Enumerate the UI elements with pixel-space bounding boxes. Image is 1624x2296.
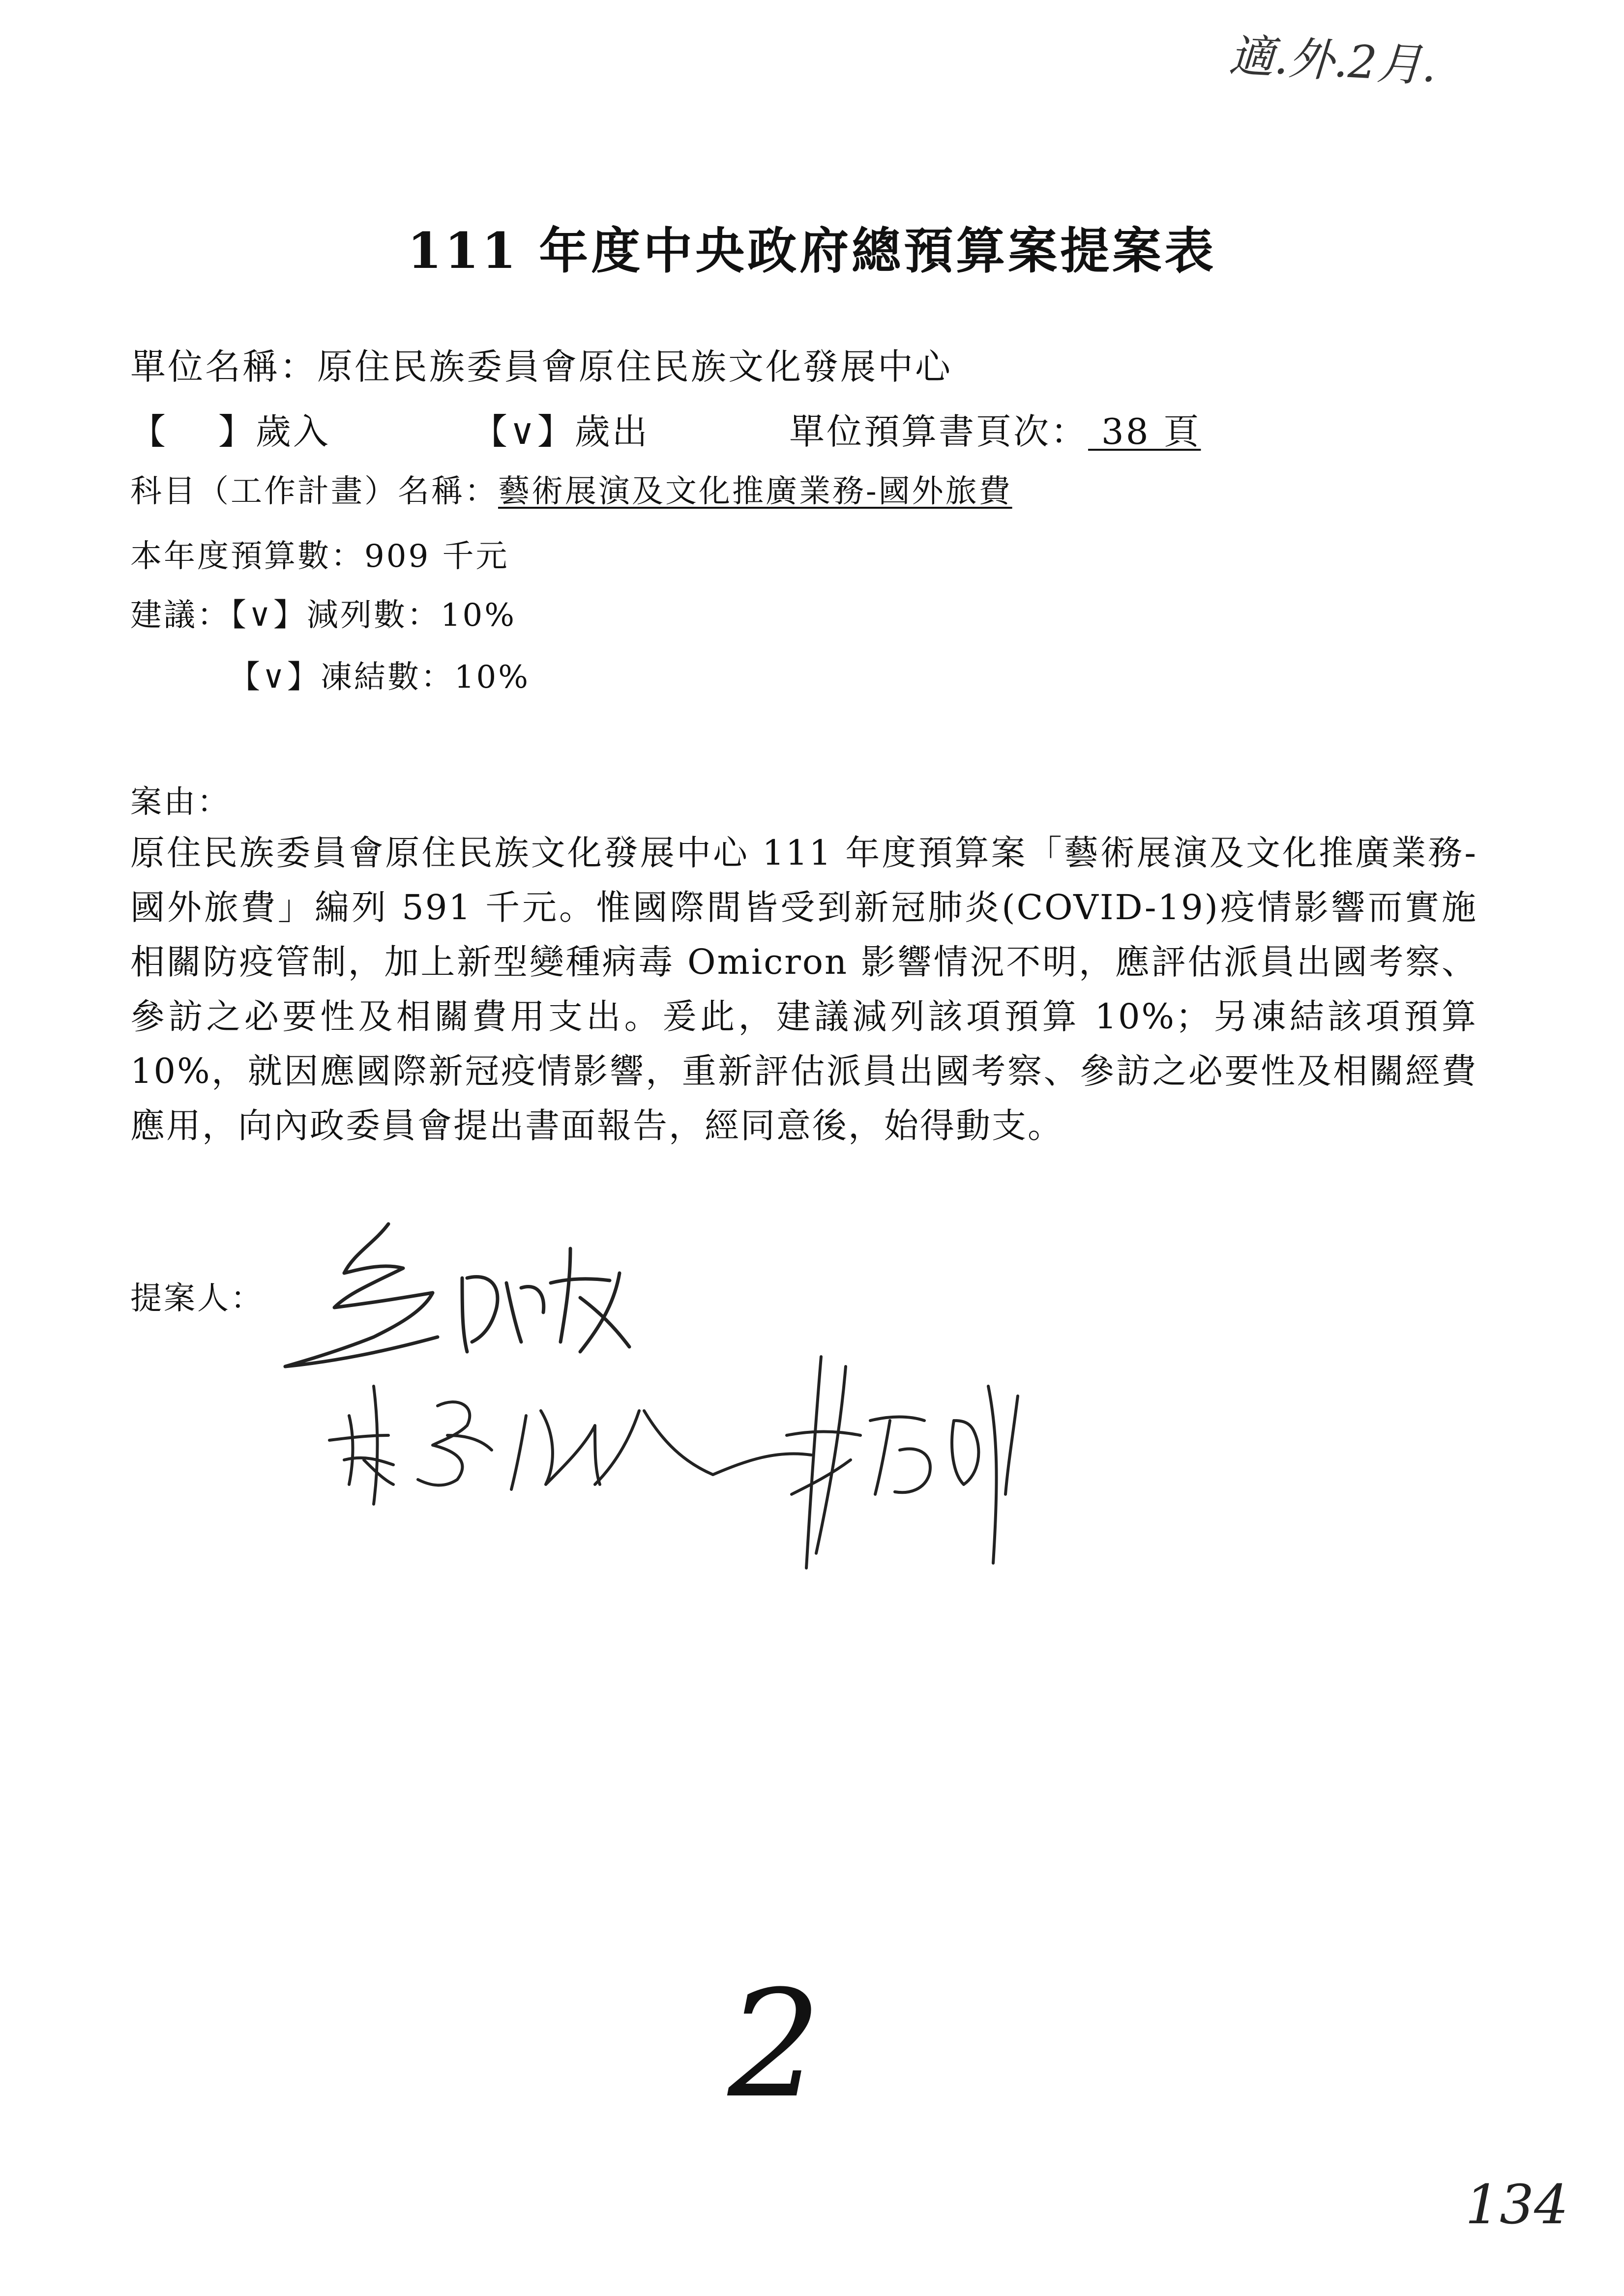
sequence-number: 2 [728, 1959, 822, 2130]
freeze-option: 【∨】凍結數：10% [229, 659, 531, 696]
budget-page-row [789, 403, 1201, 454]
reason-text: 原住民族委員會原住民族文化發展中心 111 年度預算案「藝術展演及文化推廣業務-國外旅費」編列 591 千元。惟國際間皆受到新冠肺炎(COVID-19)疫情影響而實施相關防疫管制，加上新型變種病毒 Omicron 影響情況不明，應評估派員出國考察、參訪之必要性及相關費用支出。爰此，建議減列該項預算 10%；另凍結該項預算 10%，就因應國際新冠疫情影響，重新評估派員出國考察、參訪之必要性及相關經費應用，向內政委員會提出書面報告，經同意後，始得動支。 [130, 833, 1477, 1146]
unit-value: 原住民族委員會原住民族文化發展中心 [317, 346, 953, 387]
suggest-row [130, 590, 516, 635]
cut-option: 【∨】減列數：10% [231, 597, 517, 634]
suggest-label: 建議： [130, 597, 231, 634]
page-title: 111 年度中央政府總預算案提案表 [407, 222, 1217, 280]
budget-label: 本年度預算數： [130, 538, 364, 575]
unit-label: 單位名稱： [130, 346, 318, 387]
proposer-label: 提案人： [130, 1280, 264, 1317]
budget-value: 909 千元 [364, 538, 509, 575]
item-name-row [130, 466, 1012, 511]
unit-name-row [130, 338, 952, 389]
budget-row [130, 531, 509, 576]
page-label: 單位預算書頁次： [789, 411, 1089, 452]
reason-label: 案由： [130, 784, 231, 820]
item-value: 藝術展演及文化推廣業務-國外旅費 [498, 473, 1012, 510]
revenue-checkbox: 【 】歲入 [130, 411, 330, 452]
page-value: 38 頁 [1088, 411, 1201, 452]
item-label: 科目（工作計畫）名稱： [130, 473, 498, 510]
signature-2 [320, 1337, 1057, 1612]
handwritten-page-number: 134 [1465, 2173, 1568, 2236]
expenditure-checkbox: 【∨】歲出 [472, 411, 650, 452]
margin-note: 適.外.2月. [1228, 29, 1438, 92]
